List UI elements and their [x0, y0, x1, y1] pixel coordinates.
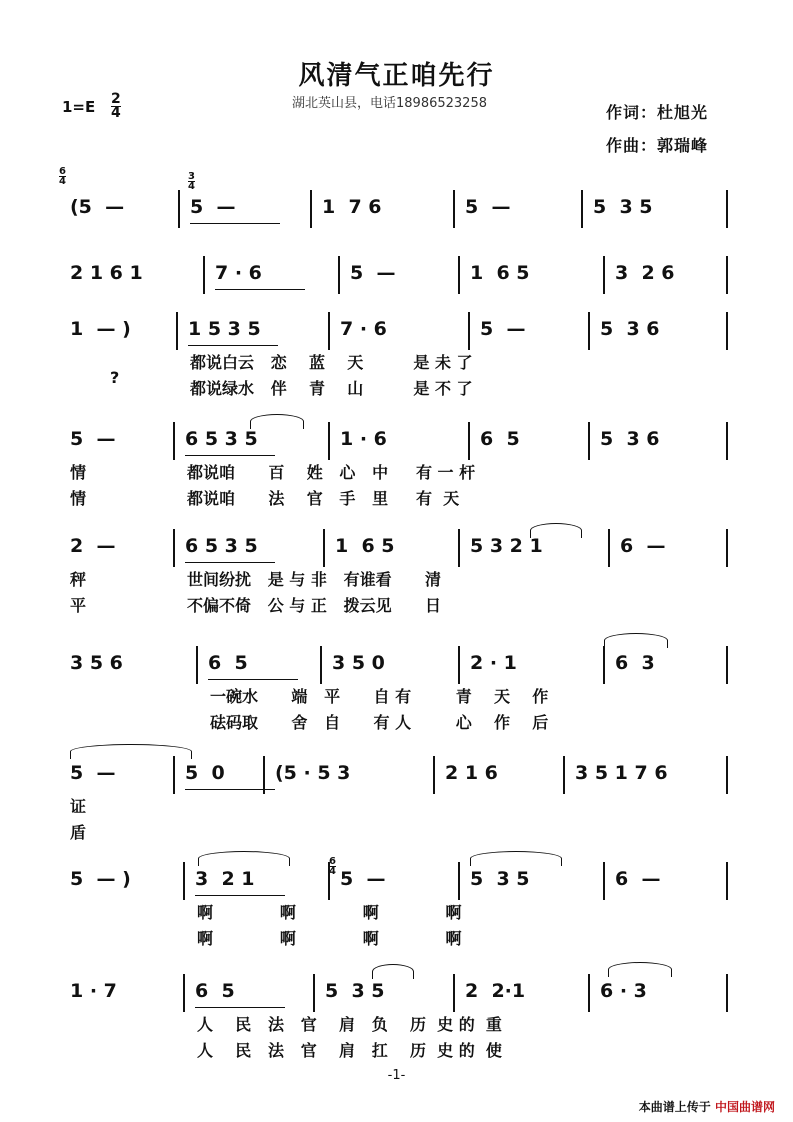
barline	[173, 529, 175, 567]
measure-notes: 5 —	[70, 762, 116, 784]
barline	[726, 756, 728, 794]
lyric-line: 砝码取 舍 自 有 人 心 作 后	[210, 713, 549, 732]
score-row	[58, 428, 730, 508]
measure-notes: 6 5 3 5	[185, 428, 258, 450]
footer-brand: 中国曲谱网	[714, 1100, 775, 1114]
barline	[588, 422, 590, 460]
barline	[563, 756, 565, 794]
lyric-line: 情	[70, 489, 87, 508]
measure-notes: 5 —	[465, 196, 511, 218]
barline	[726, 312, 728, 350]
measure-notes: 6 3	[615, 652, 655, 674]
measure-notes: 3 2 6	[615, 262, 675, 284]
measure-notes: 5 —	[480, 318, 526, 340]
measure-notes: 2 1 6 1	[70, 262, 143, 284]
barline	[338, 256, 340, 294]
measure-notes: 1 7 6	[322, 196, 382, 218]
beam-line	[185, 789, 275, 790]
measure-notes: 6 5 3 5	[185, 535, 258, 557]
question-mark: ?	[110, 368, 120, 387]
measure-notes: 1 6 5	[470, 262, 530, 284]
barline	[603, 646, 605, 684]
lyric-line: 啊 啊 啊 啊	[197, 929, 462, 948]
barline	[458, 529, 460, 567]
barline	[468, 312, 470, 350]
meter-mark: $\frac{6}{4}$	[59, 166, 66, 187]
beam-line	[195, 1007, 285, 1008]
lyric-line: 世间纷扰 是 与 非 有谁看 清	[187, 570, 441, 589]
beam-line	[215, 289, 305, 290]
barline	[726, 646, 728, 684]
lyric-line: 都说咱 法 官 手 里 有 天	[187, 489, 460, 508]
score-row	[58, 980, 730, 1060]
barline	[453, 974, 455, 1012]
measure-notes: 3 5 1 7 6	[575, 762, 668, 784]
barline	[726, 862, 728, 900]
page-number: -1-	[387, 1068, 406, 1083]
barline	[608, 529, 610, 567]
barline	[588, 974, 590, 1012]
barline	[726, 190, 728, 228]
measure-notes: 5 0	[185, 762, 225, 784]
lyric-line: 情	[70, 463, 87, 482]
barline	[183, 974, 185, 1012]
measure-notes: 5 3 5	[593, 196, 653, 218]
barline	[328, 312, 330, 350]
measure-notes: 5 —	[190, 196, 236, 218]
measure-notes: 5 —	[340, 868, 386, 890]
barline	[726, 422, 728, 460]
measure-notes: 5 —	[70, 428, 116, 450]
measure-notes: 5 3 2 1	[470, 535, 543, 557]
lyric-line: 一碗水 端 平 自 有 青 天 作	[210, 687, 549, 706]
lyric-line: 人 民 法 官 肩 负 历 史 的 重	[197, 1015, 502, 1034]
slur	[372, 964, 414, 979]
lyric-line: 都说白云 恋 蓝 天 是 未 了	[190, 353, 473, 372]
measure-notes: 1 · 6	[340, 428, 387, 450]
measure-notes: 5 —	[350, 262, 396, 284]
barline	[176, 312, 178, 350]
measure-notes: 5 — )	[70, 868, 131, 890]
lyricist: 作词：杜旭光	[606, 103, 709, 122]
barline	[320, 646, 322, 684]
measure-notes: 3 5 0	[332, 652, 385, 674]
barline	[603, 862, 605, 900]
measure-notes: 5 3 5	[325, 980, 385, 1002]
beam-line	[195, 895, 285, 896]
barline	[726, 529, 728, 567]
footer-text: 本曲谱上传于	[638, 1100, 711, 1114]
barline	[173, 422, 175, 460]
score-row	[58, 262, 730, 302]
footer	[639, 1098, 775, 1115]
key-signature: 1=E	[62, 98, 96, 116]
barline	[178, 190, 180, 228]
slur	[604, 633, 668, 648]
lyric-line: 秤	[70, 570, 87, 589]
time-signature: $\frac{2}{4}$	[111, 91, 121, 121]
barline	[726, 974, 728, 1012]
song-title: 风清气正咱先行	[298, 61, 495, 91]
measure-notes: 7 · 6	[215, 262, 262, 284]
measure-notes: 2 · 1	[470, 652, 517, 674]
barline	[603, 256, 605, 294]
measure-notes: 6 —	[615, 868, 661, 890]
beam-line	[188, 345, 278, 346]
barline	[458, 256, 460, 294]
barline	[588, 312, 590, 350]
lyric-line: 啊 啊 啊 啊	[197, 903, 462, 922]
measure-notes: 3 5 6	[70, 652, 123, 674]
measure-notes: 2 2·1	[465, 980, 526, 1002]
barline	[453, 190, 455, 228]
barline	[310, 190, 312, 228]
barline	[183, 862, 185, 900]
score-row	[58, 762, 730, 842]
lyric-line: 都说绿水 伴 青 山 是 不 了	[190, 379, 473, 398]
measure-notes: 7 · 6	[340, 318, 387, 340]
barline	[458, 646, 460, 684]
measure-notes: 6 5	[480, 428, 520, 450]
barline	[433, 756, 435, 794]
score-row	[58, 196, 730, 236]
barline	[323, 529, 325, 567]
measure-notes: 1 · 7	[70, 980, 117, 1002]
slur	[250, 414, 304, 429]
measure-notes: 1 6 5	[335, 535, 395, 557]
barline	[726, 256, 728, 294]
measure-notes: 6 5	[195, 980, 235, 1002]
barline	[328, 422, 330, 460]
measure-notes: (5 · 5 3	[275, 762, 351, 784]
lyric-line: 平	[70, 596, 87, 615]
beam-line	[185, 455, 275, 456]
barline	[581, 190, 583, 228]
measure-notes: (5 —	[70, 196, 125, 218]
measure-notes: 5 3 6	[600, 318, 660, 340]
slur	[530, 523, 582, 538]
measure-notes: 5 3 5	[470, 868, 530, 890]
measure-notes: 1 — )	[70, 318, 131, 340]
score-row	[58, 868, 730, 948]
barline	[203, 256, 205, 294]
barline	[328, 862, 330, 900]
measure-notes: 6 —	[620, 535, 666, 557]
measure-notes: 5 3 6	[600, 428, 660, 450]
barline	[313, 974, 315, 1012]
barline	[173, 756, 175, 794]
barline	[458, 862, 460, 900]
lyric-line: 都说咱 百 姓 心 中 有 一 杆	[187, 463, 476, 482]
measure-notes: 2 —	[70, 535, 116, 557]
slur	[70, 744, 192, 759]
contact-subtitle: 湖北英山县，电话18986523258	[292, 96, 487, 111]
slur	[470, 851, 562, 866]
lyric-line: 盾	[70, 823, 87, 842]
slur	[608, 962, 672, 977]
score-row	[58, 652, 730, 732]
meter-mark: $\frac{6}{4}$	[329, 856, 336, 877]
barline	[468, 422, 470, 460]
beam-line	[185, 562, 275, 563]
measure-notes: 6 5	[208, 652, 248, 674]
measure-notes: 6 · 3	[600, 980, 647, 1002]
slur	[198, 851, 290, 866]
meter-mark: $\frac{3}{4}$	[188, 171, 195, 192]
score-row	[58, 318, 730, 398]
measure-notes: 2 1 6	[445, 762, 498, 784]
lyric-line: 证	[70, 797, 87, 816]
measure-notes: 3 2 1	[195, 868, 255, 890]
measure-notes: 1 5 3 5	[188, 318, 261, 340]
lyric-line: 人 民 法 官 肩 扛 历 史 的 使	[197, 1041, 502, 1060]
barline	[196, 646, 198, 684]
beam-line	[190, 223, 280, 224]
composer: 作曲：郭瑞峰	[606, 136, 709, 155]
beam-line	[208, 679, 298, 680]
lyric-line: 不偏不倚 公 与 正 拨云见 日	[187, 596, 441, 615]
score-row	[58, 535, 730, 615]
